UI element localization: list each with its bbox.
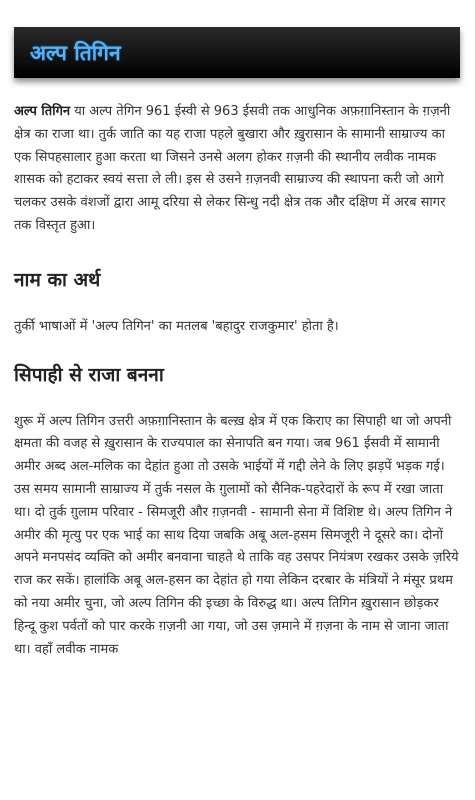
article-header-bar	[14, 27, 460, 78]
intro-bold-term: अल्प तिगिन	[14, 104, 71, 119]
article-body	[14, 101, 461, 661]
section-soldier-to-king-paragraph: शुरू में अल्प तिगिन उत्तरी अफ़ग़ानिस्तान के बल्ख़ क्षेत्र में एक किराए का सिपाही था जो अपनी क्षमता की वजह से ख़ुरासान के राज्यपाल का सेनापति बन गया। जब 961 ईसवी में सामानी अमीर अब्द अल-मलिक का देहांत हुआ तो उसके भाईयों में गद्दी लेने के लिए झड़पें भड़क गई। उस समय सामानी साम्राज्य में तुर्क नसल के ग़ुलामों को सैनिक-पहरेदारों के रूप में रखा जाता था। दो तुर्क ग़ुलाम परिवार - सिमजूरी और ग़ज़नवी - सामानी सेना में विशिष्ट थे। अल्प तिगिन ने अमीर की मृत्यु पर एक भाई का साथ दिया जबकि अबू अल-हसम सिमजूरी ने दूसरे का। दोनों अपने मनपसंद व्यक्ति को अमीर बनवाना चाहते थे ताकि वह उसपर नियंत्रण रखकर उसके ज़रिये राज कर सकें। हालांकि अबू अल-हसन का देहांत हो गया लेकिन दरबार के मंत्रियों ने मंसूर प्रथम को नया अमीर चुना, जो अल्प तिगिन की इच्छा के विरुद्ध था। अल्प तिगिन ख़ुरासान छोड़कर हिन्दू कुश पर्वतों को पार करके ग़ज़नी आ गया, जो उस ज़माने में ग़ज़ना के नाम से जाना जाता था। वहाँ लवीक नामक	[14, 413, 459, 657]
section-heading-meaning: नाम का अर्थ	[14, 268, 101, 291]
intro-paragraph	[14, 101, 461, 238]
section-meaning-paragraph: तुर्की भाषाओं में 'अल्प तिगिन' का मतलब 'बहादुर राजकुमार' होता है।	[14, 318, 339, 334]
section-heading-soldier-to-king: सिपाही से राजा बनना	[14, 363, 164, 386]
intro-text: या अल्प तेगिन 961 ईस्वी से 963 ईसवी तक आधुनिक अफ़ग़ानिस्तान के ग़ज़नी क्षेत्र का राजा था। तुर्क जाति का यह राजा पहले बुखारा और ख़ुरासान के सामानी साम्राज्य का एक सिपहसालार हुआ करता था जिसने उनसे अलग होकर ग़ज़नी की स्थानीय लवीक नामक शासक को हटाकर स्वयं सत्ता ले ली। इस से उसने ग़ज़नवी साम्राज्य की स्थापना करी जो आगे चलकर उसके वंशजों द्वारा आमू दरिया से लेकर सिन्धु नदी क्षेत्र तक और दक्षिण में अरब सागर तक विस्तृत हुआ।	[14, 104, 451, 233]
page-title: अल्प तिगिन	[30, 41, 121, 65]
